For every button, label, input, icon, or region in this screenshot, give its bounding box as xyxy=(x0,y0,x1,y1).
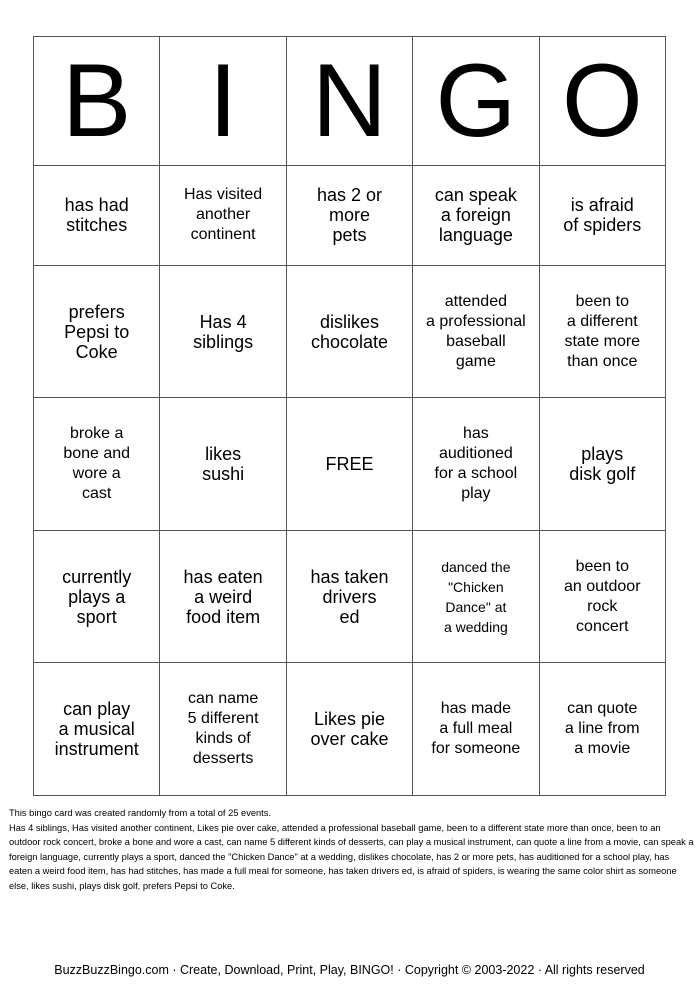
bingo-cell: Has 4 siblings xyxy=(160,265,286,398)
bingo-cell: plays disk golf xyxy=(539,398,665,531)
bingo-cell: has eaten a weird food item xyxy=(160,530,286,663)
bingo-cell: attended a professional baseball game xyxy=(413,265,539,398)
bingo-cell: can quote a line from a movie xyxy=(539,663,665,796)
bingo-cell: can name 5 different kinds of desserts xyxy=(160,663,286,796)
bingo-cell: Has visited another continent xyxy=(160,166,286,266)
bingo-cell: has taken drivers ed xyxy=(286,530,412,663)
bingo-card xyxy=(33,36,666,796)
description-intro: This bingo card was created randomly from a total of 25 events. xyxy=(9,808,271,818)
bingo-cell: prefers Pepsi to Coke xyxy=(34,265,160,398)
bingo-cell: likes sushi xyxy=(160,398,286,531)
header-row xyxy=(34,37,666,166)
card-row xyxy=(34,663,666,796)
bingo-cell: has auditioned for a school play xyxy=(413,398,539,531)
footer: BuzzBuzzBingo.com · Create, Download, Print, Play, BINGO! · Copyright © 2003-2022 · All rights reserved xyxy=(54,963,645,977)
card-row xyxy=(34,166,666,266)
header-letter: N xyxy=(286,37,412,166)
card-description xyxy=(9,806,694,893)
card-row xyxy=(34,398,666,531)
bingo-cell: has had stitches xyxy=(34,166,160,266)
description-events: Has 4 siblings, Has visited another continent, Likes pie over cake, attended a professional baseball game, been to a different state more than once, been to an outdoor rock concert, broke a bone and wore a cast, can name 5 different kinds of desserts, can play a musical instrument, can quote a line from a movie, can speak a foreign language, currently plays a sport, danced the "Chicken Dance" at a wedding, dislikes chocolate, has 2 or more pets, has auditioned for a school play, has eaten a weird food item, has had stitches, has made a full meal for someone, has taken drivers ed, is afraid of spiders, is wearing the same color shirt as someone else, likes sushi, plays disk golf, prefers Pepsi to Coke. xyxy=(9,822,694,891)
header-letter: B xyxy=(34,37,160,166)
bingo-cell: can play a musical instrument xyxy=(34,663,160,796)
bingo-cell: has 2 or more pets xyxy=(286,166,412,266)
bingo-cell: danced the "Chicken Dance" at a wedding xyxy=(413,530,539,663)
header-letter: I xyxy=(160,37,286,166)
bingo-cell: dislikes chocolate xyxy=(286,265,412,398)
bingo-cell: is afraid of spiders xyxy=(539,166,665,266)
bingo-cell: broke a bone and wore a cast xyxy=(34,398,160,531)
header-letter: O xyxy=(539,37,665,166)
header-letter: G xyxy=(413,37,539,166)
bingo-cell: currently plays a sport xyxy=(34,530,160,663)
bingo-cell: been to a different state more than once xyxy=(539,265,665,398)
card-row xyxy=(34,265,666,398)
free-space: FREE xyxy=(286,398,412,531)
card-row xyxy=(34,530,666,663)
bingo-cell: Likes pie over cake xyxy=(286,663,412,796)
bingo-cell: has made a full meal for someone xyxy=(413,663,539,796)
bingo-cell: can speak a foreign language xyxy=(413,166,539,266)
bingo-cell: been to an outdoor rock concert xyxy=(539,530,665,663)
